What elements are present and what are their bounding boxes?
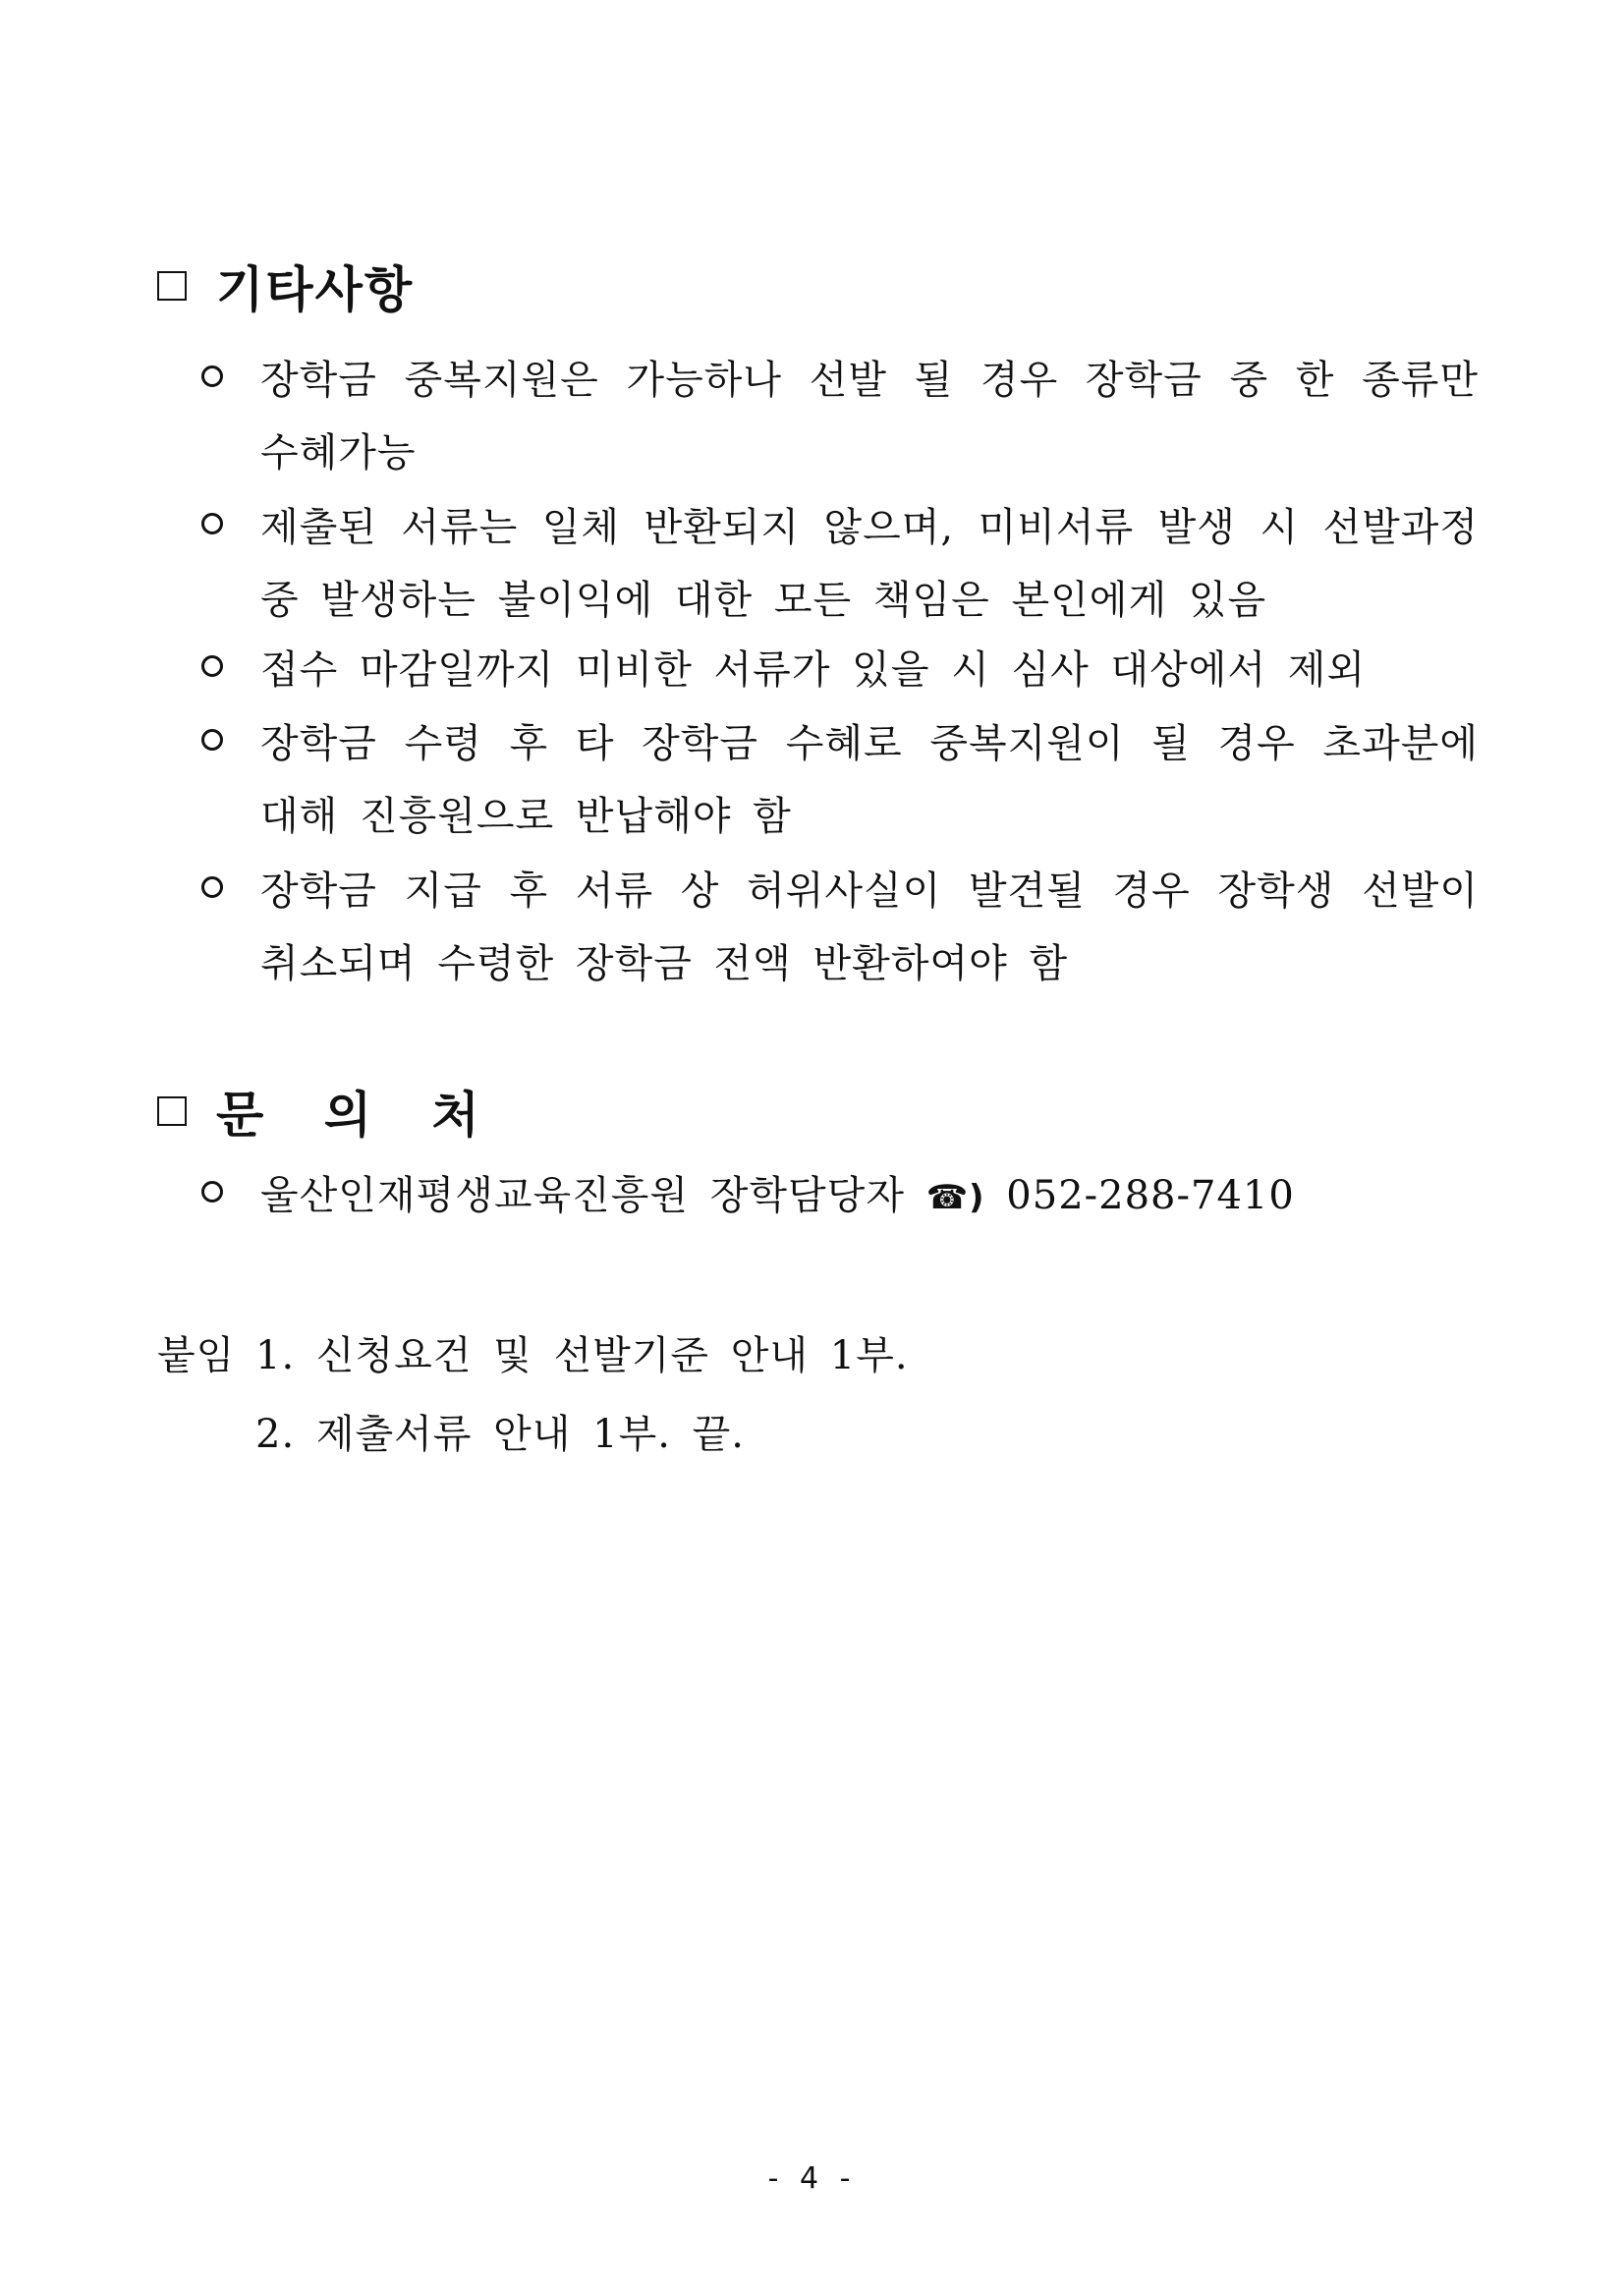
circle-bullet-icon: [201, 729, 223, 751]
contact-text: [260, 1159, 1479, 1234]
attachments-line-1: [157, 1326, 909, 1385]
list-item: [201, 634, 1479, 706]
attachments-label: 붙임: [157, 1333, 236, 1378]
circle-bullet-icon: [201, 655, 223, 677]
circle-bullet-icon: [201, 1181, 223, 1203]
list-item: [201, 344, 1479, 489]
section-heading-contact: [157, 1076, 501, 1147]
list-item-text: 제출된 서류는 일체 반환되지 않으며, 미비서류 발생 시 선발과정 중 발생하는 불이익에 대한 모든 책임은 본인에게 있음: [260, 505, 1479, 623]
phone-icon: ☎): [925, 1178, 985, 1217]
list-item: [201, 855, 1479, 1000]
contact-phone: 052-288-7410: [1006, 1173, 1295, 1218]
list-item: [201, 491, 1479, 637]
attachment-item: 2. 제출서류 안내 1부. 끝.: [255, 1412, 746, 1457]
attachment-item: 1. 신청요건 및 선발기준 안내 1부.: [255, 1333, 909, 1378]
circle-bullet-icon: [201, 365, 223, 387]
list-item-text: 장학금 수령 후 타 장학금 수혜로 중복지원이 될 경우 초과분에 대해 진흥원으로 반납해야 함: [260, 721, 1479, 839]
circle-bullet-icon: [201, 513, 223, 534]
attachments-line-2: [157, 1405, 745, 1464]
list-item-text: 장학금 지급 후 서류 상 허위사실이 발견될 경우 장학생 선발이 취소되며 수령한 장학금 전액 반환하여야 함: [260, 868, 1479, 986]
contact-item: [201, 1159, 1479, 1234]
square-bullet-icon: [157, 1096, 187, 1126]
page-number: - 4 -: [767, 2161, 857, 2196]
section-title: 문 의 처: [216, 1087, 501, 1144]
section-heading-other: [157, 251, 414, 321]
square-bullet-icon: [157, 271, 187, 301]
section-title: 기타사항: [216, 261, 415, 318]
list-item-text: 장학금 중복지원은 가능하나 선발 될 경우 장학금 중 한 종류만 수혜가능: [260, 358, 1479, 476]
contact-org: 울산인재평생교육진흥원 장학담당자: [260, 1173, 905, 1218]
list-item-text: 접수 마감일까지 미비한 서류가 있을 시 심사 대상에서 제외: [260, 647, 1367, 693]
list-item: [201, 707, 1479, 853]
circle-bullet-icon: [201, 876, 223, 898]
